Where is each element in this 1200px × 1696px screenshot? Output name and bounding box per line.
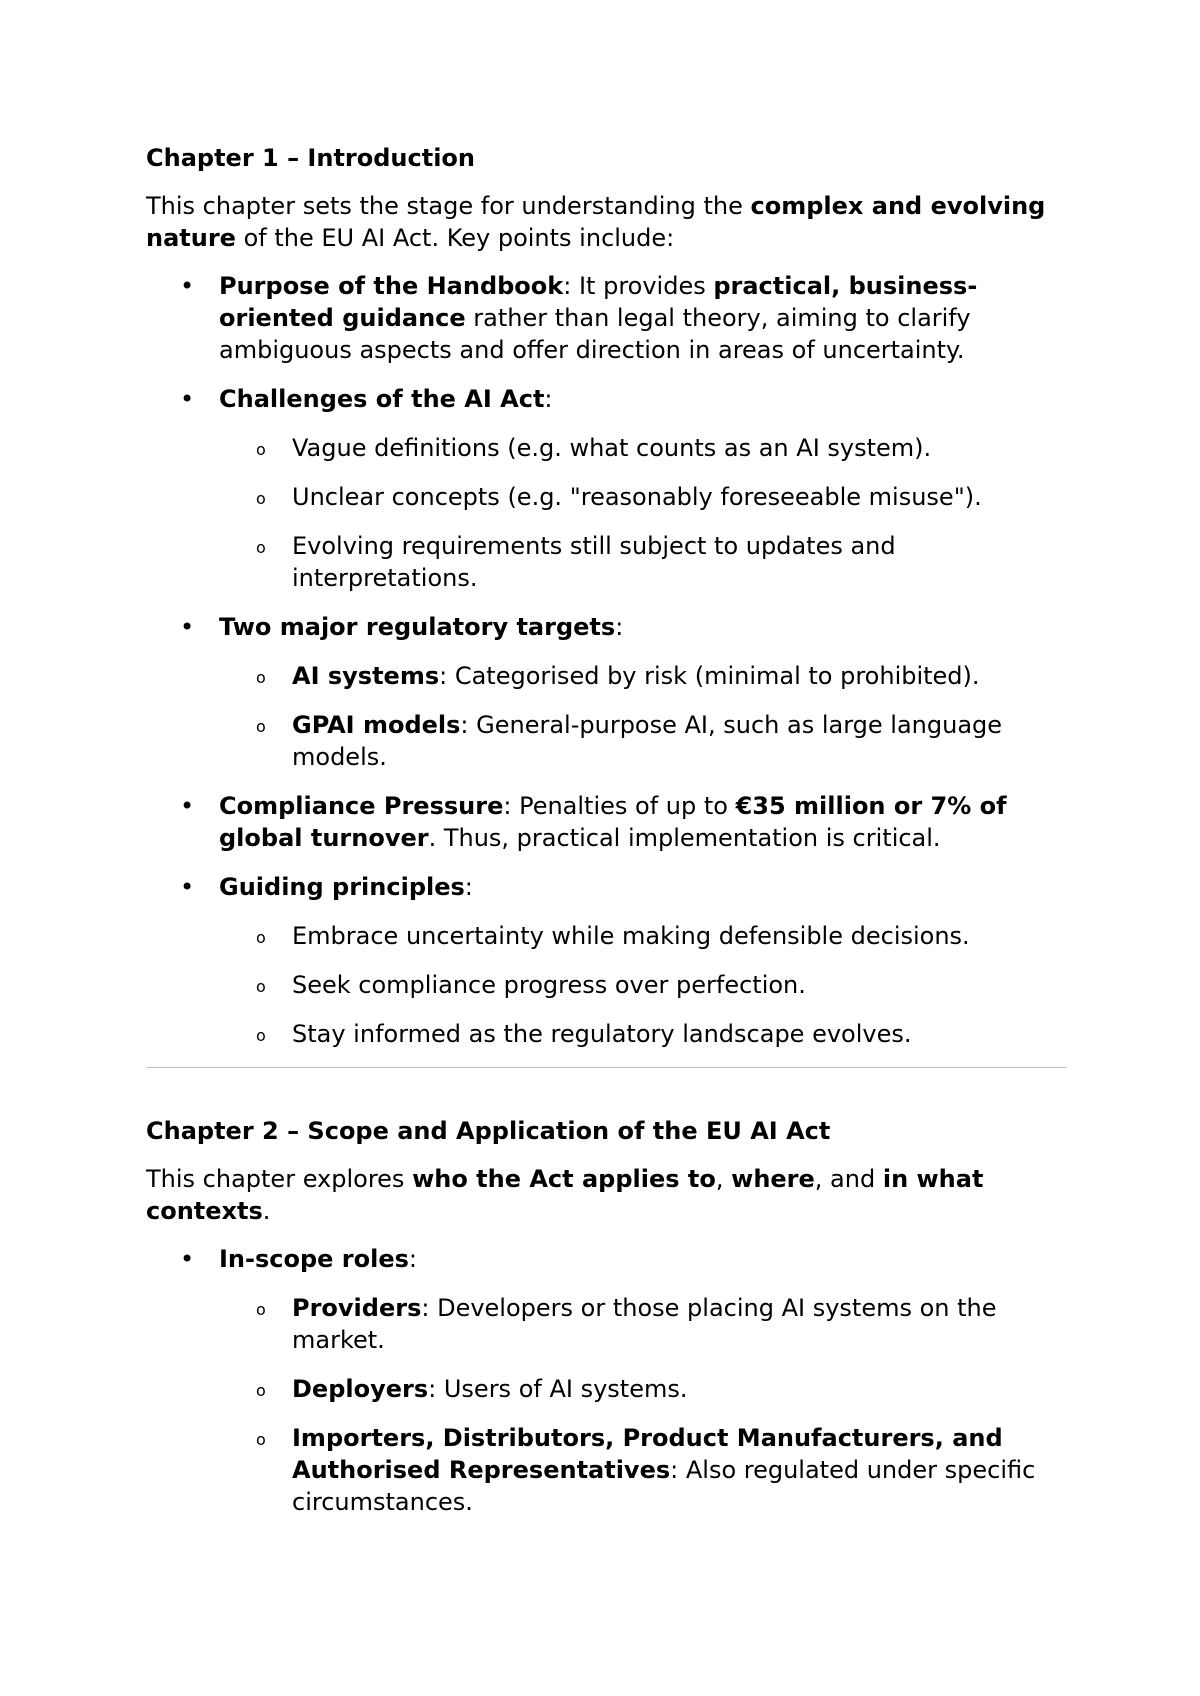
- list-item-compliance: • Compliance Pressure: Penalties of up to €35 million or 7% of global turnover. Thus, practical implementation is critical.: [219, 790, 1066, 854]
- chapter-1-heading: Chapter 1 – Introduction: [146, 144, 476, 172]
- sublist-item: o Providers: Developers or those placing AI systems on the market.: [292, 1292, 1066, 1356]
- sublist-item: o AI systems: Categorised by risk (minimal to prohibited).: [292, 660, 1066, 692]
- chapter-1-intro: This chapter sets the stage for understanding the complex and evolving nature of the EU AI Act. Key points include:: [146, 192, 1046, 252]
- sublist-item: o GPAI models: General-purpose AI, such as large language models.: [292, 709, 1066, 773]
- sublist-item: o Deployers: Users of AI systems.: [292, 1373, 1066, 1405]
- challenges-sublist: [219, 432, 1066, 594]
- sublist-item: o Unclear concepts (e.g. "reasonably foreseeable misuse").: [292, 481, 1066, 513]
- list-item-principles: • Guiding principles: o Embrace uncertainty while making defensible decisions. o Seek compliance progress over perfection. o Stay informed as the regulatory landscape evolves.: [219, 871, 1066, 1050]
- chapter-2-key-points: [146, 1243, 1066, 1518]
- targets-sublist: [219, 660, 1066, 773]
- chapter-2-intro: This chapter explores who the Act applies to, where, and in what contexts.: [146, 1165, 984, 1225]
- principles-sublist: [219, 920, 1066, 1050]
- chapter-2-heading: Chapter 2 – Scope and Application of the EU AI Act: [146, 1117, 831, 1145]
- list-item-roles: • In-scope roles: o Providers: Developers or those placing AI systems on the market. o Deployers: Users of AI systems. o Importers, Distributors, Product Manufacturers, and Authorised Representatives: Also regulated under specific circumstances.: [219, 1243, 1066, 1518]
- sublist-item: o Stay informed as the regulatory landscape evolves.: [292, 1018, 1066, 1050]
- list-item-targets: • Two major regulatory targets: o AI systems: Categorised by risk (minimal to prohibited). o GPAI models: General-purpose AI, such as large language models.: [219, 611, 1066, 773]
- roles-sublist: [219, 1292, 1066, 1518]
- sublist-item: o Embrace uncertainty while making defensible decisions.: [292, 920, 1066, 952]
- list-item-purpose: • Purpose of the Handbook: It provides practical, business-oriented guidance rather than legal theory, aiming to clarify ambiguous aspects and offer direction in areas of uncertainty.: [219, 270, 1066, 366]
- list-item-challenges: • Challenges of the AI Act: o Vague definitions (e.g. what counts as an AI system). o Unclear concepts (e.g. "reasonably foreseeable misuse"). o Evolving requirements still subject to updates and interpretations.: [219, 383, 1066, 594]
- sublist-item: o Importers, Distributors, Product Manufacturers, and Authorised Representatives: Also regulated under specific circumstances.: [292, 1422, 1066, 1518]
- chapter-1-key-points: [146, 270, 1066, 1050]
- sublist-item: o Vague definitions (e.g. what counts as an AI system).: [292, 432, 1066, 464]
- section-divider: [146, 1067, 1066, 1068]
- sublist-item: o Evolving requirements still subject to updates and interpretations.: [292, 530, 1066, 594]
- sublist-item: o Seek compliance progress over perfection.: [292, 969, 1066, 1001]
- document-page: [146, 142, 1066, 1535]
